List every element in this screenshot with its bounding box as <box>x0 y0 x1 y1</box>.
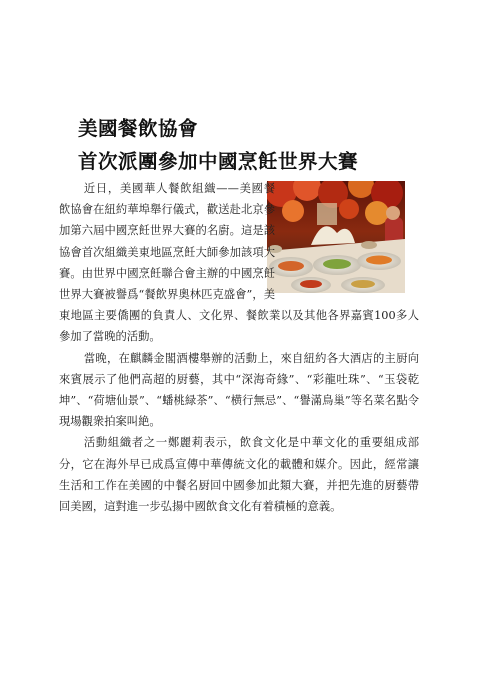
paragraph-1: 近日，美國華人餐飲組織——美國餐飲協會在紐約華埠舉行儀式，歡送赴北京參加第六屆中國烹飪世界大賽的名廚。這是該協會首次組織美東地區烹飪大師參加該項大賽。由世界中國烹飪聯合會主辦的中國烹飪世界大賽被譽爲“餐飲界奧林匹克盛會”，美東地區主要僑團的負責人、文化界、餐飲業以及其他各界嘉賓100多人參加了當晚的活動。 <box>59 182 419 344</box>
article-title-line2: 首次派團參加中國烹飪世界大賽 <box>78 150 359 173</box>
paragraph-2: 當晚，在麒麟金閣酒樓舉辦的活動上，來自紐約各大酒店的主厨向來賓展示了他們高超的厨藝，其中“深海奇緣”、“彩龍吐珠”、“玉袋乾坤”、“荷塘仙景”、“蟠桃緑茶”、“横行無忌”、“譽滿鳥巢”等名菜名點令現場觀衆拍案叫絶。 <box>59 351 419 429</box>
paragraph-3: 活動組織者之一鄭麗莉表示，飲食文化是中華文化的重要組成部分，它在海外早已成爲宣傳中華傳統文化的載體和媒介。因此，經常讓生活和工作在美國的中餐名厨回中國參加此類大賽，并把先進的厨藝帶回美國，這對進一步弘揚中國飲食文化有着積極的意義。 <box>59 436 419 514</box>
article-body <box>59 178 419 517</box>
article-title-line1: 美國餐飲協會 <box>78 117 199 140</box>
